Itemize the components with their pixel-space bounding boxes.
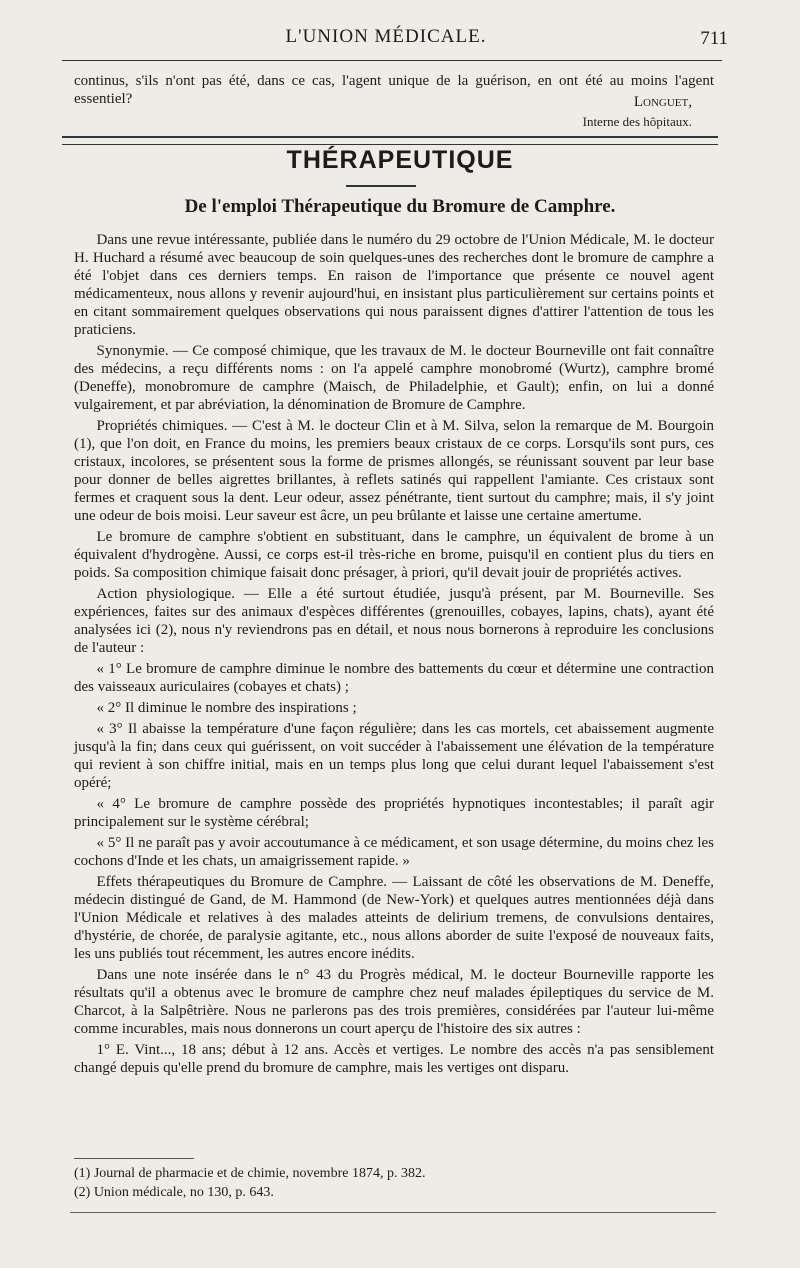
conclusion-5: « 5° Il ne paraît pas y avoir accoutumance à ce médicament, et son usage détermine, du moins chez les cochons d'Inde et les chats, un amaigrissement rapide. »	[74, 835, 714, 869]
author-signature: Longuet,	[633, 94, 692, 110]
conclusion-2: « 2° Il diminue le nombre des inspirations ;	[96, 700, 357, 716]
author-role: Interne des hôpitaux.	[582, 114, 692, 129]
closing-text: continus, s'ils n'ont pas été, dans ce cas, l'agent unique de la guérison, en ont été au moins l'agent essentiel?	[74, 73, 714, 107]
paragraph-obtention: Le bromure de camphre s'obtient en substituant, dans le camphre, un équivalent de brome à un équivalent d'hydrogène. Aussi, ce corps est-il très-riche en brome, puisqu'il en contient plus du tiers en poids. Sa composition chimique faisait donc présager, à priori, qu'il devait jouir de propriétés actives.	[74, 529, 714, 581]
running-title: L'UNION MÉDICALE.	[285, 26, 487, 47]
paragraph-synonymie: Synonymie. — Ce composé chimique, que les travaux de M. le docteur Bourneville ont fait connaître des médecins, a reçu différents noms : on l'a appelé camphre monobromé (Wurtz), camphre bromé (Deneffe), monobromure de camphre (Maisch, de Philadelphie, et Gault); enfin, on lui a donné vulgairement, et par abréviation, la dénomination de Bromure de Camphre.	[74, 343, 714, 413]
paragraph-note: Dans une note insérée dans le n° 43 du Progrès médical, M. le docteur Bourneville rapporte les résultats qu'il a obtenus avec le bromure de camphre chez neuf malades épileptiques du service de M. Charcot, à la Salpêtrière. Nous ne parlerons pas des trois premières, considérées par l'auteur lui-même comme incurables, mais nous donnerons un court aperçu de l'histoire des six autres :	[74, 967, 714, 1037]
footnote-1: (1) Journal de pharmacie et de chimie, novembre 1874, p. 382.	[74, 1166, 426, 1181]
header-rule	[62, 60, 722, 61]
paragraph-intro: Dans une revue intéressante, publiée dans le numéro du 29 octobre de l'Union Médicale, M. le docteur H. Huchard a résumé avec beaucoup de soin quelques-unes des recherches dont le bromure de camphre a été l'objet dans ces derniers temps. En raison de l'importance que présente ce nouvel agent médicamenteux, nous allons y revenir aujourd'hui, en insistant plus particulièrement sur certains points et en citant sommairement quelques observations qui nous paraissent dignes d'attirer l'attention de tous les praticiens.	[74, 232, 714, 338]
footnote-rule	[74, 1158, 194, 1159]
section-divider	[62, 136, 718, 145]
paragraph-effets: Effets thérapeutiques du Bromure de Camphre. — Laissant de côté les observations de M. Deneffe, médecin distingué de Gand, de M. Hammond (de New-York) et quelques autres mentionnées déjà dans l'Union Médicale et relatives à des malades atteints de delirium tremens, de convulsions dentaires, d'hystérie, de chorée, de paralysie agitante, etc., nous allons aborder de suite l'exposé de nouveaux faits, les uns publiés tout récemment, les autres encore inédits.	[74, 874, 714, 962]
page-header	[62, 26, 728, 54]
article-body	[74, 231, 714, 1080]
article-title: De l'emploi Thérapeutique du Bromure de Camphre.	[184, 196, 616, 217]
paragraph-proprietes: Propriétés chimiques. — C'est à M. le docteur Clin et à M. Silva, selon la remarque de M. Bourgoin (1), que l'on doit, en France du moins, les premiers beaux cristaux de ce corps. Lorsqu'ils sont purs, ces cristaux, incolores, se présentent sous la forme de prismes allongés, se réunissant souvent par leur base pour donner de belles aigrettes brillantes, à reflets satinés qui rappellent l'amiante. Ces cristaux sont fermes et craquent sous la dent. Leur odeur, assez pénétrante, tient surtout du camphre; mais, il s'y joint une odeur de bois moisi. Leur saveur est âcre, un peu brûlante et laisse une certaine amertume.	[74, 418, 714, 524]
bottom-rule	[70, 1212, 716, 1213]
page-number: 711	[700, 28, 728, 49]
paragraph-action: Action physiologique. — Elle a été surtout étudiée, jusqu'à présent, par M. Bourneville. Ses expériences, faites sur des animaux d'espèces différentes (grenouilles, cobayes, lapins, chats), ayant été analysées ici (2), nous n'y reviendrons pas en détail, et nous nous bornerons à reproduire les conclusions de l'auteur :	[74, 586, 714, 656]
conclusion-1: « 1° Le bromure de camphre diminue le nombre des battements du cœur et détermine une contraction des vaisseaux auriculaires (cobayes et chats) ;	[74, 661, 714, 695]
title-underline	[346, 185, 416, 187]
closing-paragraph	[74, 72, 714, 108]
footnotes	[74, 1164, 714, 1202]
footnote-2: (2) Union médicale, no 130, p. 643.	[74, 1185, 274, 1200]
conclusion-3: « 3° Il abaisse la température d'une façon régulière; dans les cas mortels, cet abaissement augmente jusqu'à la fin; dans ceux qui guérissent, on voit succéder à l'abaissement une élévation de la température qui revient à son chiffre initial, mais en un temps plus long que celui durant lequel l'abaissement s'est opéré;	[74, 721, 714, 791]
section-title: THÉRAPEUTIQUE	[286, 146, 514, 174]
conclusion-4: « 4° Le bromure de camphre possède des propriétés hypnotiques incontestables; il paraît agir principalement sur le système cérébral;	[74, 796, 714, 830]
paragraph-case-1: 1° E. Vint..., 18 ans; début à 12 ans. Accès et vertiges. Le nombre des accès n'a pas sensiblement changé depuis qu'elle prend du bromure de camphre, mais les vertiges ont disparu.	[74, 1042, 714, 1076]
